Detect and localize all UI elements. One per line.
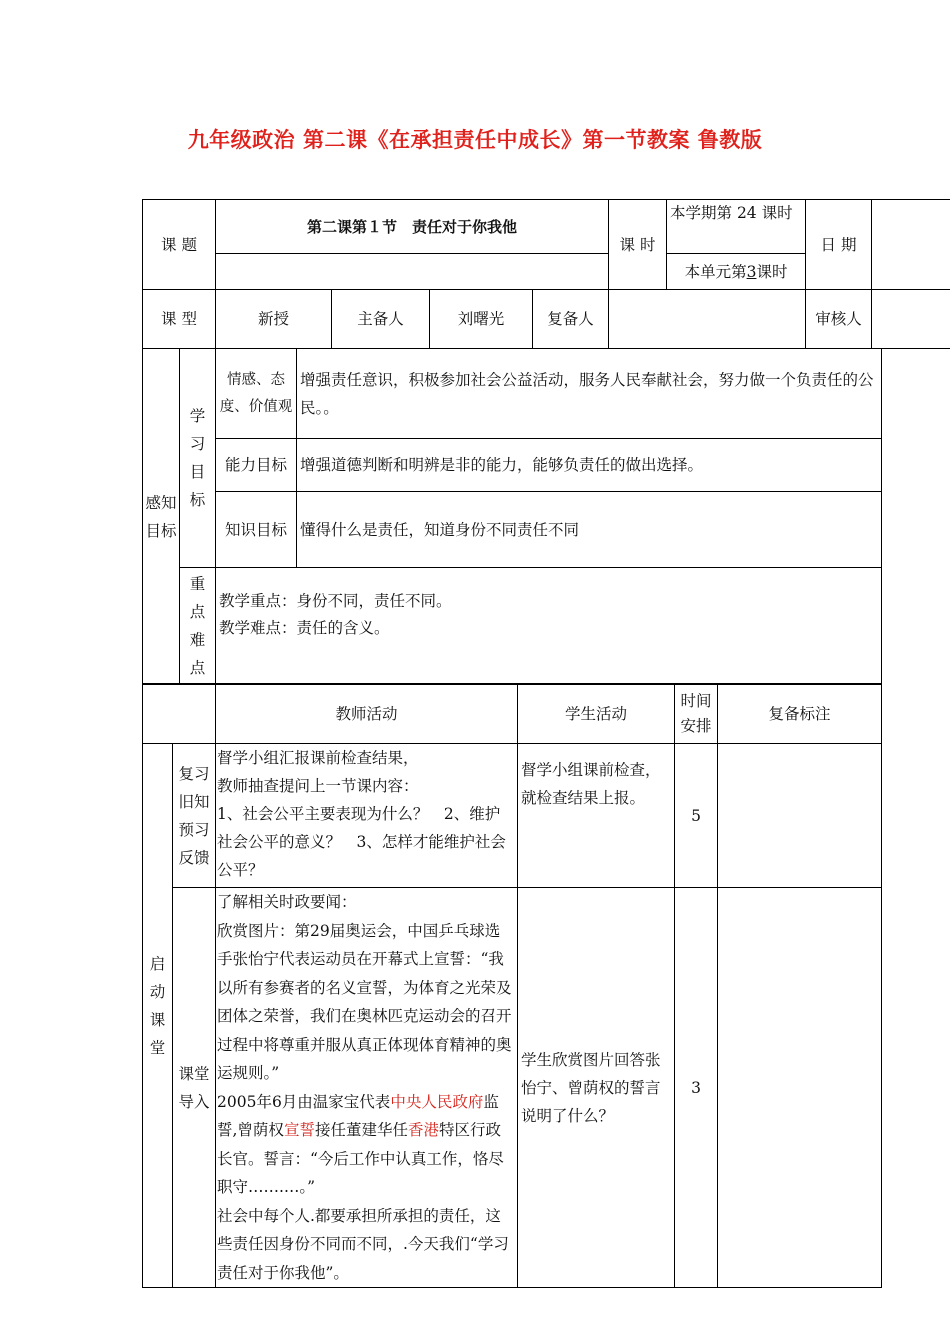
goals-table [142,348,882,685]
intro-section-label: 课堂导入 [173,888,216,1288]
difficulty-point: 教学难点：责任的含义。 [219,619,390,637]
review-label: 复备人 [533,290,609,349]
topic-value-cont [216,254,609,290]
period-label: 课 时 [609,200,667,290]
review-time: 5 [675,744,718,888]
type-value: 新授 [216,290,332,349]
link-central-government[interactable]: 中央人民政府 [390,1092,484,1111]
auditor-label: 审核人 [806,290,872,349]
intro-line: 2005年6月由温家宝代表中央人民政府监誓,曾荫权宣誓接任董建华任香港特区行政长官。誓言：“今后工作中认真工作，恪尽职守…….…。” [217,1092,504,1196]
intro-line: 社会中每个人.都要承担所承担的责任，这些责任因身份不同而不同，.今天我们“学习责任对于你我他”。 [217,1206,509,1282]
col-notes: 复备标注 [718,684,882,744]
intro-notes [718,888,882,1288]
review-section-label: 复习旧知预习反馈 [173,744,216,888]
key-points-text [216,568,882,685]
intro-student: 学生欣赏图片回答张怡宁、曾荫权的誓言说明了什么？ [518,888,675,1288]
header-table [142,199,950,349]
knowledge-label: 知识目标 [216,492,297,568]
ability-label: 能力目标 [216,439,297,492]
lead-label: 主备人 [332,290,430,349]
intro-line: 了解相关时政要闻： [217,893,357,911]
goals-section-label: 感知目标 [143,349,180,685]
review-teacher-line: 1、社会公平主要表现为什么？ 2、维护社会公平的意义？ 3、怎样才能维护社会公平？ [217,805,506,879]
col-time: 时间安排 [675,684,718,744]
col-teacher: 教师活动 [216,684,518,744]
link-hong-kong[interactable]: 香港 [407,1121,439,1139]
type-label: 课 型 [143,290,216,349]
ability-text: 增强道德判断和明辨是非的能力，能够负责任的做出选择。 [297,439,882,492]
auditor-value [872,290,950,349]
key-points-label: 重点难点 [180,568,216,685]
emotion-text: 增强责任意识，积极参加社会公益活动，服务人民奉献社会，努力做一个负责任的公民。。 [297,349,882,439]
period-term: 本学期第 24 课时 [667,200,806,254]
review-teacher-line: 督学小组汇报课前检查结果， [217,749,419,767]
activities-table [142,683,882,1288]
review-teacher [216,744,518,888]
emotion-label: 情感、态度、价值观 [216,349,297,439]
review-teacher-line: 教师抽查提问上一节课内容： [217,777,419,795]
learning-goals-label: 学习目标 [180,349,216,568]
knowledge-text: 懂得什么是责任，知道身份不同责任不同 [297,492,882,568]
intro-teacher [216,888,518,1288]
link-oath[interactable]: 宣誓 [283,1121,315,1139]
review-student: 督学小组课前检查，就检查结果上报。 [518,744,675,888]
intro-line: 欣赏图片：第29届奥运会，中国乒乓球选手张怡宁代表运动员在开幕式上宣誓：“我以所有参赛者的名义宣誓，为体育之光荣及团体之荣誉，我们在奥林匹克运动会的召开过程中将尊重并服从真正体现体育精神的奥运规则。” [217,921,512,1082]
review-notes [718,744,882,888]
activities-corner [143,684,216,744]
phase-label: 启动课堂 [143,744,173,1288]
page-title: 九年级政治 第二课《在承担责任中成长》第一节教案 鲁教版 [187,128,763,152]
review-value [609,290,806,349]
lead-value: 刘曙光 [430,290,533,349]
topic-value: 第二课第１节 责任对于你我他 [216,200,609,254]
date-value [872,200,950,290]
col-student: 学生活动 [518,684,675,744]
date-label: 日 期 [806,200,872,290]
topic-label: 课 题 [143,200,216,290]
key-point: 教学重点：身份不同，责任不同。 [219,592,452,610]
intro-time: 3 [675,888,718,1288]
period-unit: 本单元第3课时 [667,254,806,290]
